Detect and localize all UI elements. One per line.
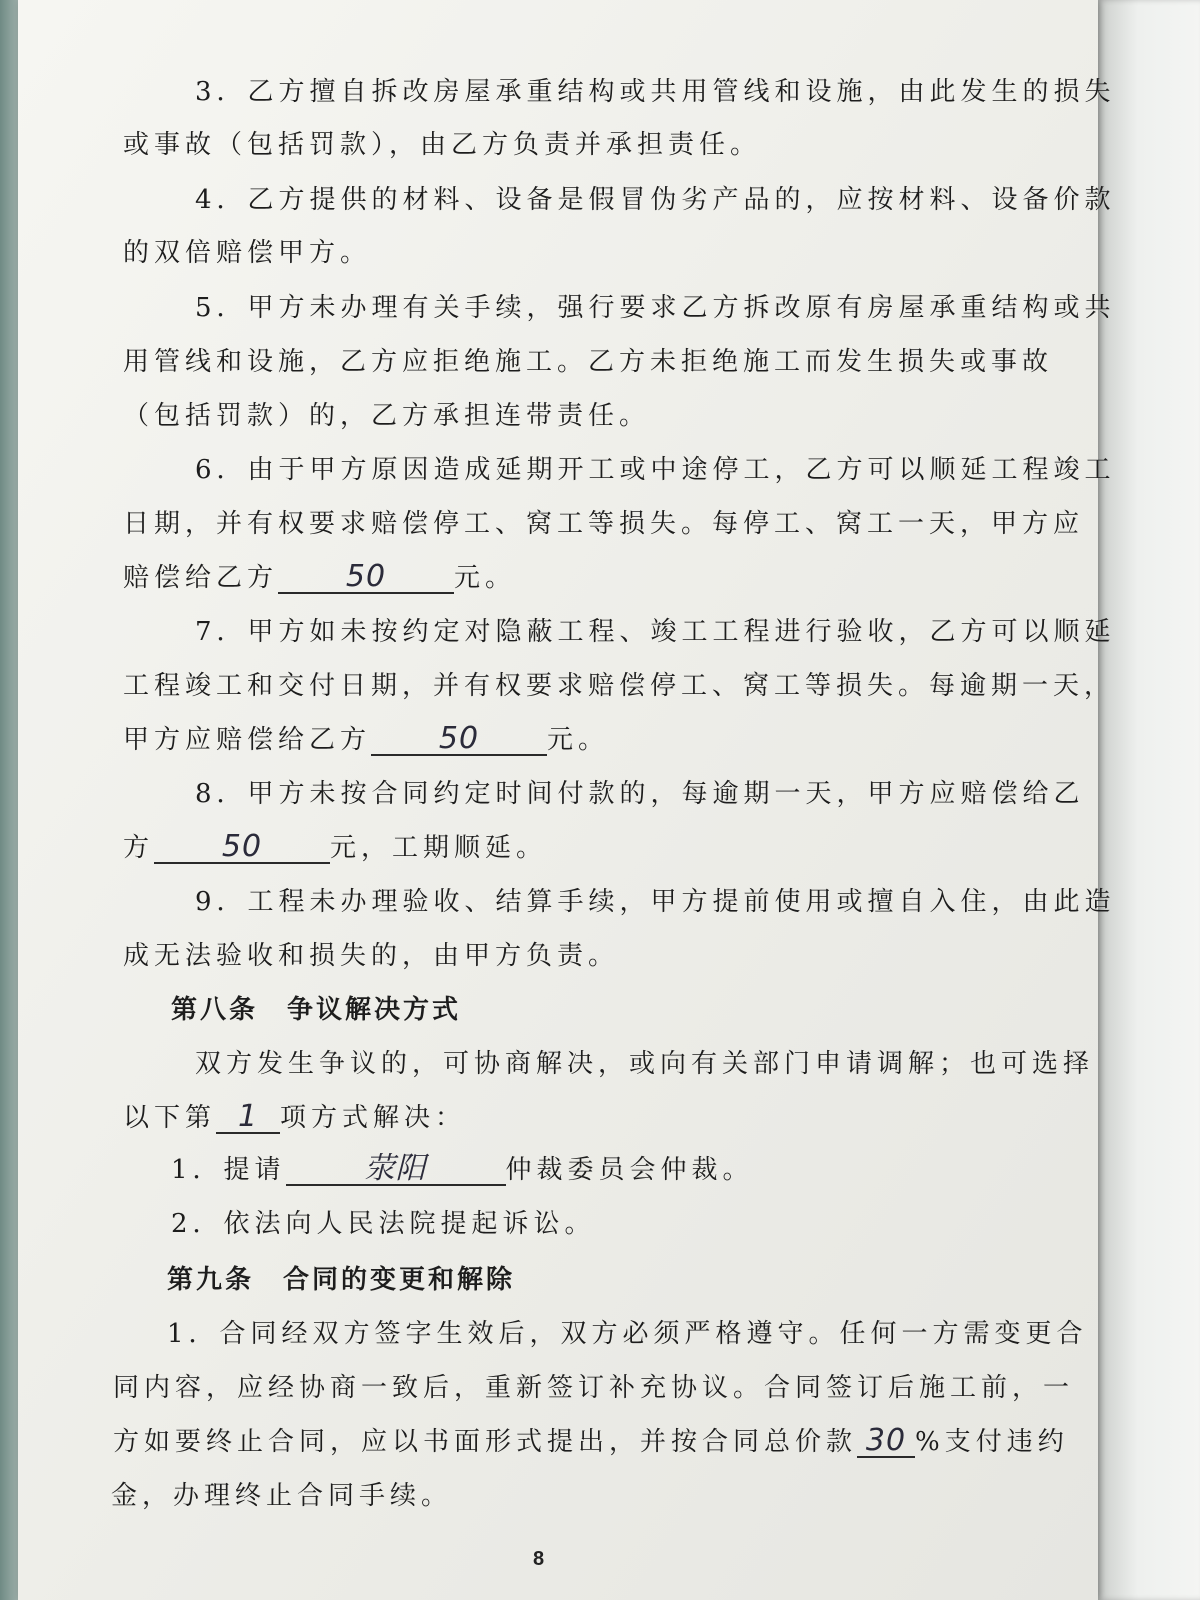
p6-suffix: 元。 <box>454 563 517 593</box>
p8-amount-field: 50 <box>154 832 330 864</box>
p8-line-2 <box>123 830 547 866</box>
article9-line-3 <box>113 1424 1069 1460</box>
article9-suffix: %支付违约 <box>915 1427 1069 1457</box>
p3-line-2: 或事故（包括罚款），由乙方负责并承担责任。 <box>123 130 762 160</box>
page-number: 8 <box>533 1548 545 1570</box>
p8-line-1: 8．甲方未按合同约定时间付款的，每逾期一天，甲方应赔偿给乙 <box>195 779 1085 809</box>
p7-line-1: 7．甲方如未按约定对隐蔽工程、竣工工程进行验收，乙方可以顺延 <box>195 617 1116 647</box>
arbitration-city-field <box>286 1151 506 1186</box>
option1-prefix: 1．提请 <box>171 1155 286 1185</box>
article9-line-4: 金，办理终止合同手续。 <box>111 1481 453 1511</box>
p7-suffix: 元。 <box>547 725 610 755</box>
p4-line-2: 的双倍赔偿甲方。 <box>123 238 372 268</box>
article8-line-1: 双方发生争议的，可协商解决，或向有关部门申请调解；也可选择 <box>195 1049 1095 1079</box>
article9-line-1: 1．合同经双方签字生效后，双方必须严格遵守。任何一方需变更合 <box>167 1319 1088 1349</box>
document-page <box>18 0 1116 1600</box>
p4-line-1: 4．乙方提供的材料、设备是假冒伪劣产品的，应按材料、设备价款 <box>195 185 1116 215</box>
p5-line-3: （包括罚款）的，乙方承担连带责任。 <box>123 401 651 431</box>
p7-line-2: 工程竣工和交付日期，并有权要求赔偿停工、窝工等损失。每逾期一天， <box>123 671 1116 701</box>
penalty-percent-field: 30 <box>857 1426 915 1458</box>
article9-prefix: 方如要终止合同，应以书面形式提出，并按合同总价款 <box>113 1427 858 1457</box>
article8-suffix: 项方式解决： <box>280 1103 467 1133</box>
p8-suffix: 元，工期顺延。 <box>330 833 548 863</box>
p3-line-1: 3．乙方擅自拆改房屋承重结构或共用管线和设施，由此发生的损失 <box>195 77 1116 107</box>
p9-line-2: 成无法验收和损失的，由甲方负责。 <box>123 941 620 971</box>
article9-heading: 第九条 合同的变更和解除 <box>167 1265 516 1295</box>
p6-line-2: 日期，并有权要求赔偿停工、窝工等损失。每停工、窝工一天，甲方应 <box>123 509 1085 539</box>
p8-prefix: 方 <box>123 833 155 863</box>
article8-line-2 <box>123 1100 466 1136</box>
article8-heading: 第八条 争议解决方式 <box>171 995 462 1025</box>
p5-line-2: 用管线和设施，乙方应拒绝施工。乙方未拒绝施工而发生损失或事故 <box>123 347 1054 377</box>
handwritten-city-name: 荥阳 <box>364 1151 427 1186</box>
article8-choice-field: 1 <box>216 1102 280 1134</box>
p7-amount-field: 50 <box>371 724 547 756</box>
p6-amount-field: 50 <box>278 562 454 594</box>
article8-option-2: 2．依法向人民法院提起诉讼。 <box>171 1209 596 1239</box>
p5-line-1: 5．甲方未办理有关手续，强行要求乙方拆改原有房屋承重结构或共 <box>195 293 1116 323</box>
p7-line-3 <box>123 722 609 758</box>
article8-prefix: 以下第 <box>123 1103 217 1133</box>
p7-prefix: 甲方应赔偿给乙方 <box>123 725 372 755</box>
p6-prefix: 赔偿给乙方 <box>123 563 279 593</box>
adjacent-page <box>1096 0 1200 1600</box>
p6-line-1: 6．由于甲方原因造成延期开工或中途停工，乙方可以顺延工程竣工 <box>195 455 1116 485</box>
p9-line-1: 9．工程未办理验收、结算手续，甲方提前使用或擅自入住，由此造 <box>195 887 1116 917</box>
option1-suffix: 仲裁委员会仲裁。 <box>505 1155 754 1185</box>
article9-line-2: 同内容，应经协商一致后，重新签订补充协议。合同签订后施工前，一 <box>113 1373 1075 1403</box>
article8-option-1 <box>171 1152 754 1188</box>
p6-line-3 <box>123 560 516 596</box>
